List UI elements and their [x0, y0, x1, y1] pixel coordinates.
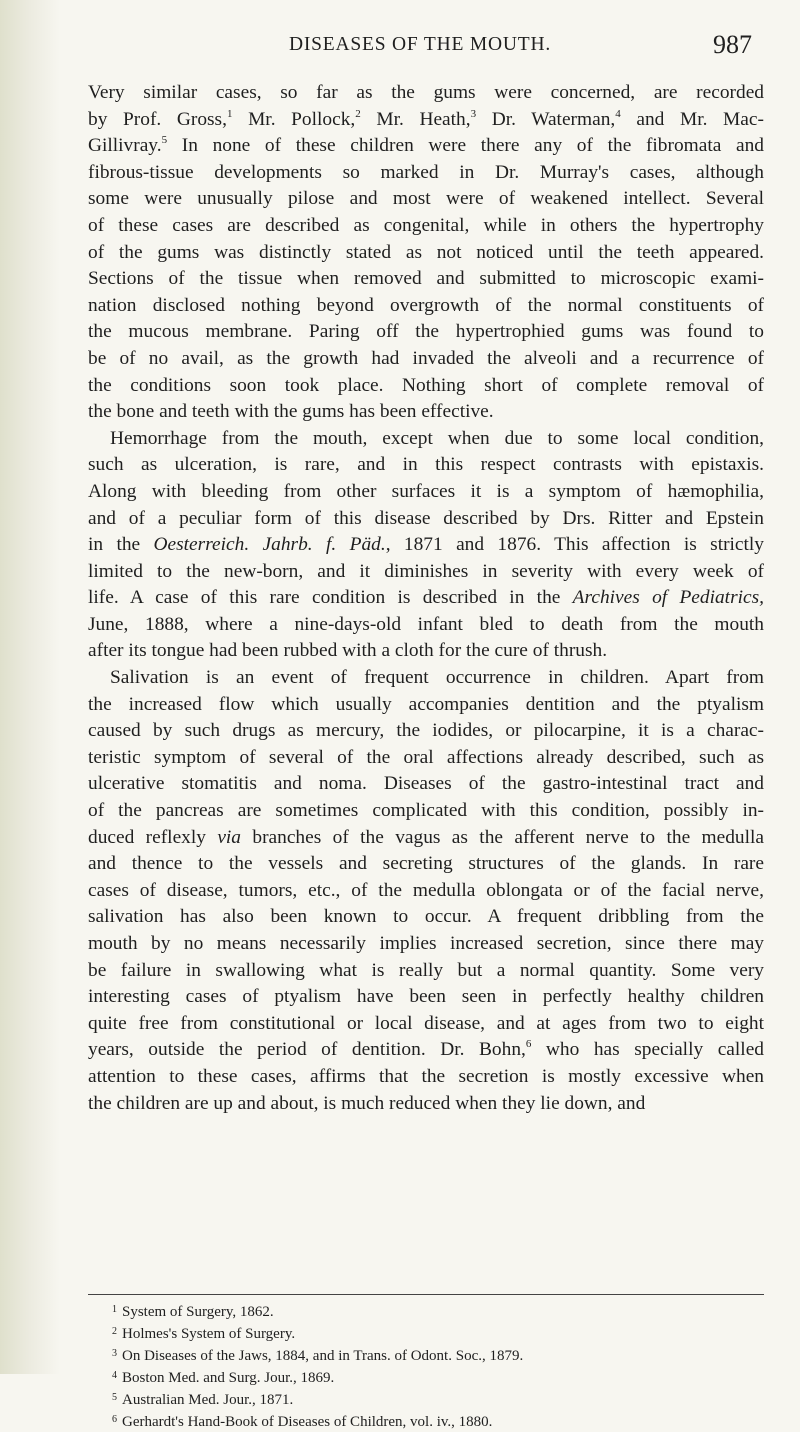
footnote-text: System of Surgery, 1862.	[122, 1304, 274, 1320]
text-line	[88, 1011, 764, 1038]
text-line	[88, 638, 764, 665]
text-segment: attention to these cases, affirms that the secretion is mostly excessive when	[88, 1065, 764, 1087]
text-segment: and of a peculiar form of this disease described by Drs. Ritter and Epstein	[88, 507, 764, 529]
footnote-reference: 2	[355, 107, 361, 120]
text-line	[88, 798, 764, 825]
text-line	[88, 532, 764, 559]
text-line	[88, 958, 764, 985]
footnote-number: 6	[112, 1414, 117, 1425]
text-segment: be failure in swallowing what is really but a normal quantity. Some very	[88, 959, 764, 981]
text-segment: and thence to the vessels and secreting structures of the glands. In rare	[88, 853, 764, 875]
footnote	[112, 1366, 762, 1388]
text-segment: the children are up and about, is much reduced when they lie down, and	[88, 1092, 646, 1114]
running-title: DISEASES OF THE MOUTH.	[288, 34, 552, 55]
text-segment: Hemorrhage from the mouth, except when due to some local condition,	[110, 427, 764, 449]
text-line	[88, 612, 764, 639]
text-line	[88, 559, 764, 586]
footnote-text: On Diseases of the Jaws, 1884, and in Trans. of Odont. Soc., 1879.	[122, 1348, 524, 1364]
text-segment: after its tongue had been rubbed with a cloth for the cure of thrush.	[88, 640, 608, 662]
running-header	[88, 30, 752, 62]
text-line	[88, 665, 764, 692]
text-segment: teristic symptom of several of the oral affections already described, such as	[88, 746, 764, 768]
text-segment: who has specially called	[531, 1039, 764, 1061]
text-segment: Dr. Waterman,	[476, 108, 616, 130]
text-line	[88, 240, 764, 267]
text-line	[88, 718, 764, 745]
text-line	[88, 851, 764, 878]
footnote	[112, 1388, 762, 1410]
text-line	[88, 825, 764, 852]
footnote	[112, 1300, 762, 1322]
text-line	[88, 346, 764, 373]
footnote-number: 1	[112, 1304, 117, 1315]
footnote	[112, 1322, 762, 1344]
text-segment: salivation has also been known to occur. A frequent dribbling from the	[88, 906, 764, 928]
footnote-number: 3	[112, 1348, 117, 1359]
text-line	[88, 266, 764, 293]
text-line	[88, 931, 764, 958]
text-segment: ulcerative stomatitis and noma. Diseases of the gastro-intestinal tract and	[88, 773, 764, 795]
text-line	[88, 506, 764, 533]
text-line	[88, 452, 764, 479]
text-line	[88, 186, 764, 213]
footnote-reference: 1	[226, 107, 233, 120]
text-segment: the increased flow which usually accompanies dentition and the ptyalism	[88, 693, 764, 715]
text-segment: fibrous-tissue developments so marked in Dr. Murray's cases, although	[88, 161, 764, 183]
text-line	[88, 585, 764, 612]
text-line	[88, 878, 764, 905]
text-line	[88, 771, 764, 798]
text-segment: the bone and teeth with the gums has been effective.	[88, 401, 494, 423]
text-segment: Sections of the tissue when removed and submitted to microscopic exami-	[88, 268, 764, 290]
text-line	[88, 160, 764, 187]
text-segment: Salivation is an event of frequent occurrence in children. Apart from	[110, 667, 764, 689]
text-line	[88, 80, 764, 107]
text-segment: of the gums was distinctly stated as not noticed until the teeth appeared.	[88, 241, 764, 263]
footnote-text: Gerhardt's Hand-Book of Diseases of Children, vol. iv., 1880.	[122, 1414, 493, 1430]
text-segment: cases of disease, tumors, etc., of the medulla oblongata or of the facial nerve,	[88, 879, 764, 901]
text-segment: interesting cases of ptyalism have been seen in perfectly healthy children	[88, 986, 764, 1008]
text-segment: be of no avail, as the growth had invaded the alveoli and a recurrence of	[88, 347, 764, 369]
text-segment: life. A case of this rare condition is described in the	[88, 587, 573, 609]
text-segment: Mr. Heath,	[360, 108, 471, 130]
text-segment: mouth by no means necessarily implies increased secretion, since there may	[88, 933, 764, 954]
text-segment: branches of the vagus as the afferent nerve to the medulla	[241, 826, 764, 848]
text-line	[88, 213, 764, 240]
text-segment: of the pancreas are sometimes complicated with this condition, possibly in-	[88, 800, 764, 822]
page-edge-shading	[0, 0, 60, 1374]
footnote-number: 2	[112, 1326, 117, 1337]
text-line	[88, 1064, 764, 1091]
footnote-reference: 5	[161, 134, 168, 147]
footnote-number: 4	[112, 1370, 117, 1381]
text-segment: of these cases are described as congenital, while in others the hypertrophy	[88, 214, 764, 236]
page-number: 987	[713, 30, 752, 59]
text-line	[88, 319, 764, 346]
text-line	[88, 745, 764, 772]
text-line	[88, 399, 764, 426]
italic-text: via	[217, 826, 242, 848]
footnotes	[112, 1300, 762, 1432]
text-segment: Mr. Pollock,	[232, 108, 356, 130]
footnote-number: 5	[112, 1392, 117, 1403]
footnote-reference: 6	[525, 1038, 532, 1051]
footnote	[112, 1410, 762, 1432]
text-segment: some were unusually pilose and most were of weakened intellect. Several	[88, 188, 764, 210]
text-segment: years, outside the period of dentition. Dr. Bohn,	[88, 1039, 526, 1061]
text-segment: and Mr. Mac-	[620, 108, 764, 130]
body-text	[88, 80, 764, 1117]
footnote-text: Australian Med. Jour., 1871.	[122, 1392, 294, 1408]
text-segment: such as ulceration, is rare, and in this respect contrasts with epistaxis.	[88, 454, 764, 476]
text-segment: Along with bleeding from other surfaces it is a symptom of hæmophilia,	[88, 480, 764, 502]
text-line	[88, 107, 764, 134]
text-segment: caused by such drugs as mercury, the iodides, or pilocarpine, it is a charac-	[88, 720, 764, 742]
footnote-text: Holmes's System of Surgery.	[122, 1326, 296, 1342]
text-line	[88, 692, 764, 719]
text-segment: limited to the new-born, and it diminishes in severity with every week of	[88, 560, 764, 582]
text-segment: in the	[88, 534, 154, 556]
text-segment: by Prof. Gross,	[88, 108, 227, 130]
text-line	[88, 293, 764, 320]
text-line	[88, 133, 764, 160]
text-line	[88, 426, 764, 453]
footnote	[112, 1344, 762, 1366]
italic-text: Oesterreich. Jahrb. f. Päd.	[153, 534, 386, 556]
text-line	[88, 1037, 764, 1064]
text-segment: June, 1888, where a nine-days-old infant bled to death from the mouth	[88, 613, 764, 635]
text-segment: the mucous membrane. Paring off the hypertrophied gums was found to	[88, 321, 764, 343]
footnote-reference: 4	[615, 107, 621, 120]
text-segment: duced reflexly	[88, 826, 218, 848]
text-line	[88, 373, 764, 400]
text-line	[88, 479, 764, 506]
text-line	[88, 904, 764, 931]
footnote-separator	[88, 1294, 764, 1295]
text-segment: nation disclosed nothing beyond overgrowth of the normal constituents of	[88, 294, 764, 316]
text-segment: quite free from constitutional or local disease, and at ages from two to eight	[88, 1012, 764, 1034]
text-segment: Gillivray.	[88, 135, 162, 157]
text-segment: , 1871 and 1876. This affection is strictly	[385, 534, 764, 556]
text-segment: Very similar cases, so far as the gums were concerned, are recorded	[88, 82, 764, 103]
footnote-text: Boston Med. and Surg. Jour., 1869.	[122, 1370, 335, 1386]
text-segment: In none of these children were there any of the fibromata and	[167, 135, 764, 157]
footnote-reference: 3	[470, 107, 477, 120]
text-segment: the conditions soon took place. Nothing short of complete removal of	[88, 374, 764, 396]
text-line	[88, 984, 764, 1011]
italic-text: Archives of Pediatrics,	[572, 587, 765, 609]
text-line	[88, 1091, 764, 1118]
